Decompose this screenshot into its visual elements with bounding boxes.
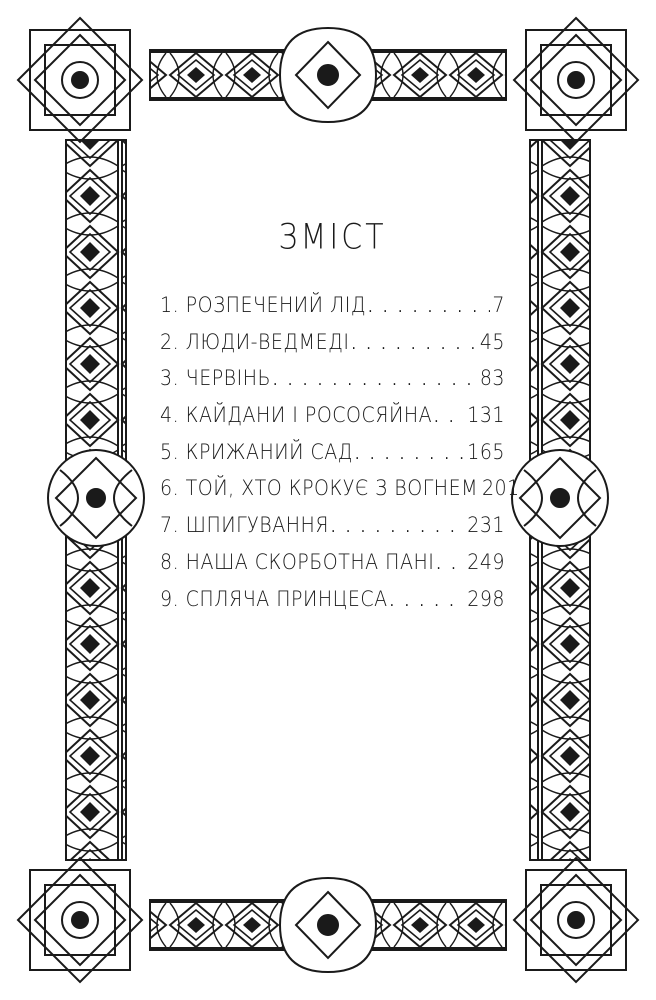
toc-entry-label: 5. КРИЖАНИЙ САД [160,439,354,465]
toc-entry-label: 6. ТОЙ, ХТО КРОКУЄ З ВОГНЕМ [160,476,478,501]
toc-entry-page: 45 [479,329,505,355]
toc-entry[interactable] [160,440,505,480]
table-of-contents [160,217,520,625]
dot-leader [390,592,466,610]
corner-knot-top-left [18,18,142,142]
dot-leader [436,555,465,573]
toc-entry-label: 9. СПЛЯЧА ПРИНЦЕСА [160,586,388,611]
toc-entry-page: 298 [467,586,505,611]
toc-entry-label: 1. РОЗПЕЧЕНИЙ ЛІД [160,293,367,318]
dot-leader [368,299,490,317]
toc-entry[interactable] [160,476,520,517]
toc-entry[interactable] [160,367,505,407]
dot-leader [434,409,465,427]
dot-leader [331,519,465,537]
toc-entry-page: 201 [481,476,520,501]
dot-leader [273,372,478,390]
dot-leader [355,445,465,463]
dot-leader [351,335,477,353]
toc-entry-page: 249 [467,549,505,575]
toc-entry[interactable] [160,403,505,443]
toc-entry[interactable] [160,513,505,553]
toc-entry-label: 2. ЛЮДИ-ВЕДМЕДІ [160,329,350,355]
toc-entry-page: 83 [479,366,505,391]
toc-entry[interactable] [160,550,505,590]
toc-entry[interactable] [160,293,505,333]
toc-entry-page: 7 [492,293,505,318]
toc-entry[interactable] [160,330,505,370]
toc-entry-label: 3. ЧЕРВІНЬ [160,366,272,391]
toc-entry-page: 165 [467,439,505,465]
toc-title: ЗМІСТ [278,217,387,258]
toc-entry-label: 7. ШПИГУВАННЯ [160,513,329,538]
toc-entry-label: 4. КАЙДАНИ І РОСОСЯЙНА [160,403,433,428]
toc-entry-page: 131 [467,403,505,428]
toc-entry-label: 8. НАША СКОРБОТНА ПАНІ [160,549,435,575]
toc-list [160,293,520,625]
toc-entry-page: 231 [467,513,505,538]
toc-entry[interactable] [160,587,505,627]
